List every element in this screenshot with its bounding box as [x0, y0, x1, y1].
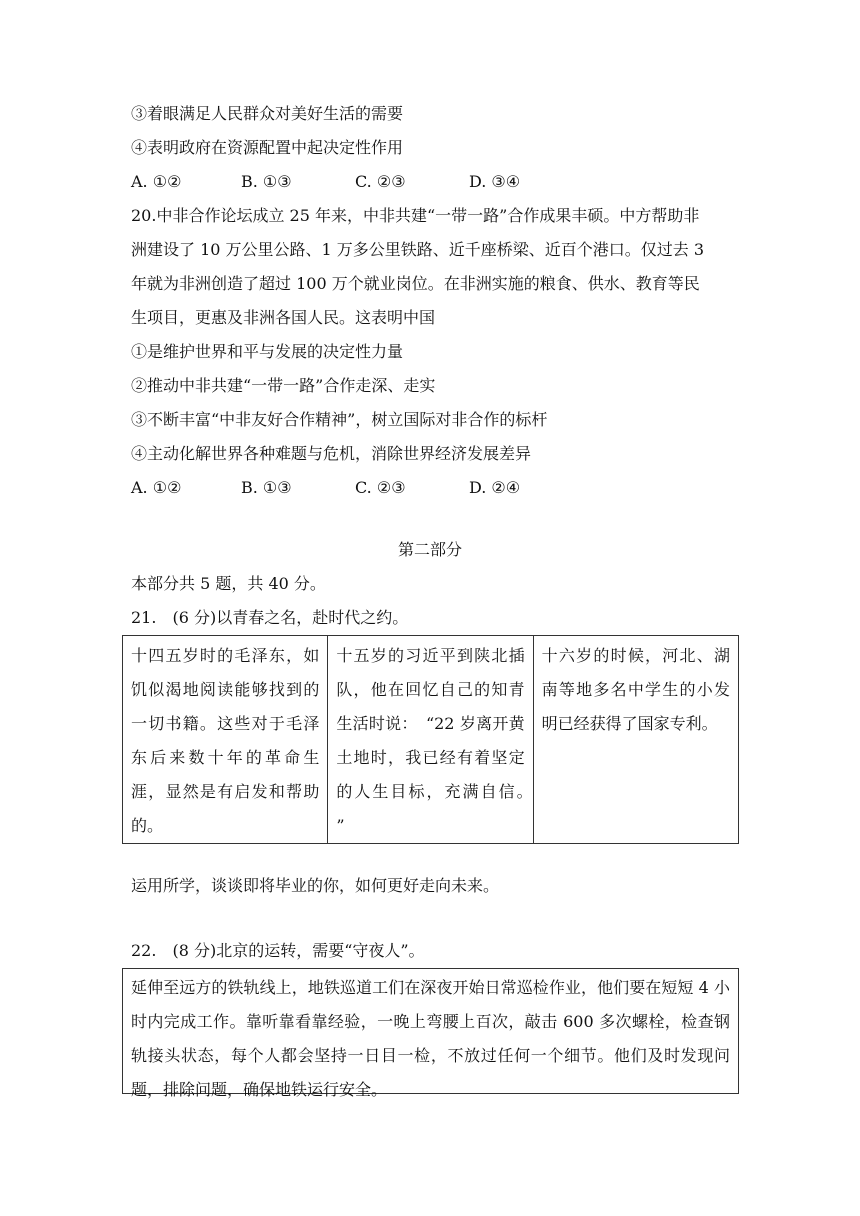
- q21-cell-mao: 十四五岁时的毛泽东，如饥似渴地阅读能够找到的一切书籍。这些对于毛泽东后来数十年的革命生涯，显然是有启发和帮助的。: [123, 636, 328, 844]
- q19-choices: [131, 172, 731, 192]
- q20-option-1: ①是维护世界和平与发展的决定性力量: [131, 342, 404, 361]
- q20-stem-line-2: 洲建设了 10 万公里公路、1 万多公里铁路、近千座桥梁、近百个港口。仅过去 3: [131, 240, 705, 259]
- q21-cell-xi: 十五岁的习近平到陕北插队，他在回忆自己的知青生活时说： “22 岁离开黄土地时，我已经有着坚定的人生目标，充满自信。 ”: [328, 636, 533, 844]
- q20-option-2: ②推动中非共建“一带一路”合作走深、走实: [131, 376, 436, 395]
- q21-title: 21. (6 分)以青春之名，赴时代之约。: [131, 608, 409, 627]
- q22-title: 22. (8 分)北京的运转，需要“守夜人”。: [131, 941, 425, 960]
- q22-material-box: 延伸至远方的铁轨线上，地铁巡道工们在深夜开始日常巡检作业，他们要在短短 4 小时内完成工作。靠听靠看靠经验，一晚上弯腰上百次，敲击 600 多次螺栓，检查钢轨接头状态，每个人都会坚持一日目一检，不放过任何一个细节。他们及时发现问题，排除问题，确保地铁运行安全。: [122, 968, 739, 1094]
- q20-option-3: ③不断丰富“中非友好合作精神”，树立国际对非合作的标杆: [131, 410, 548, 429]
- q19-choice-a: A. ①②: [131, 172, 182, 191]
- q19-choice-b: B. ①③: [241, 172, 292, 191]
- q20-choice-b: B. ①③: [241, 478, 292, 497]
- q19-option-4: ④表明政府在资源配置中起决定性作用: [131, 138, 404, 157]
- q19-option-3: ③着眼满足人民群众对美好生活的需要: [131, 104, 404, 123]
- q20-option-4: ④主动化解世界各种难题与危机，消除世界经济发展差异: [131, 444, 532, 463]
- q20-stem-line-4: 生项目，更惠及非洲各国人民。这表明中国: [131, 308, 436, 327]
- q20-choices: [131, 478, 731, 498]
- q19-choice-d: D. ③④: [469, 172, 521, 191]
- q21-prompt: 运用所学，谈谈即将毕业的你，如何更好走向未来。: [131, 876, 500, 895]
- q19-choice-c: C. ②③: [355, 172, 406, 191]
- q20-choice-a: A. ①②: [131, 478, 182, 497]
- part-two-heading: 第二部分: [397, 540, 462, 559]
- q21-material-table: [122, 635, 739, 844]
- table-row: [123, 636, 739, 844]
- q21-cell-students: 十六岁的时候，河北、湖南等地多名中学生的小发明已经获得了国家专利。: [533, 636, 738, 844]
- part-two-intro: 本部分共 5 题，共 40 分。: [131, 574, 326, 593]
- q20-stem-line-3: 年就为非洲创造了超过 100 万个就业岗位。在非洲实施的粮食、供水、教育等民: [131, 274, 700, 293]
- q20-choice-d: D. ②④: [469, 478, 521, 497]
- q20-choice-c: C. ②③: [355, 478, 406, 497]
- q20-stem-line-1: 20.中非合作论坛成立 25 年来，中非共建“一带一路”合作成果丰硕。中方帮助非: [131, 206, 700, 225]
